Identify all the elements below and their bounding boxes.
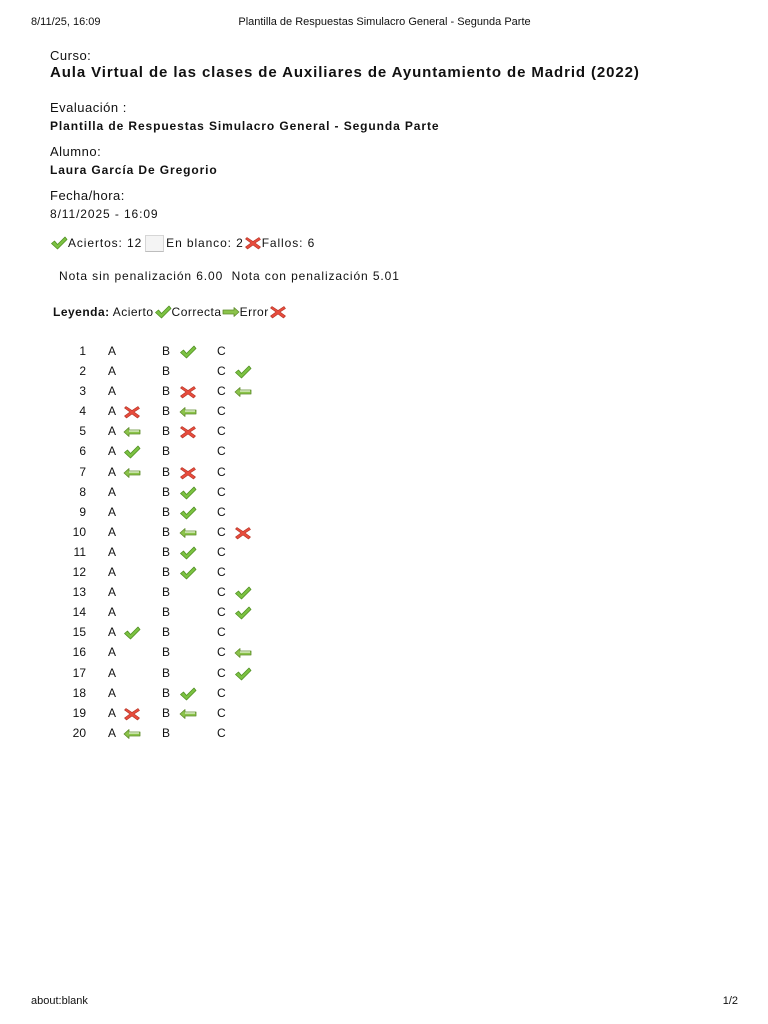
option-a: A xyxy=(108,484,117,499)
check-icon xyxy=(123,444,141,460)
option-a: A xyxy=(108,725,117,740)
legend-error-label: Error xyxy=(239,305,269,319)
option-c: C xyxy=(217,364,226,379)
question-number: 15 xyxy=(72,625,86,640)
legend-correct-label: Correcta xyxy=(171,305,222,319)
option-b: B xyxy=(162,364,171,379)
datetime-label: Fecha/hora: xyxy=(50,188,125,203)
question-number: 11 xyxy=(73,544,86,559)
course-title: Aula Virtual de las clases de Auxiliares de Ayuntamiento de Madrid (2022) xyxy=(50,64,640,81)
evaluation-block xyxy=(50,100,439,134)
option-a: A xyxy=(108,685,117,700)
option-b: B xyxy=(162,705,171,720)
student-name: Laura García De Gregorio xyxy=(50,163,218,177)
question-number: 16 xyxy=(72,645,86,660)
correct-count: Aciertos: 12 xyxy=(68,236,143,250)
question-number: 2 xyxy=(79,364,86,379)
course-block xyxy=(50,48,640,82)
option-b: B xyxy=(162,404,171,419)
cross-icon xyxy=(269,304,287,320)
check-icon xyxy=(123,625,141,641)
check-icon xyxy=(179,344,197,360)
arrow-left-icon xyxy=(179,706,197,722)
option-b: B xyxy=(162,504,171,519)
check-icon xyxy=(179,545,197,561)
legend-title: Leyenda: xyxy=(53,305,110,319)
datetime-block xyxy=(50,188,159,222)
arrow-left-icon xyxy=(179,404,197,420)
question-number: 5 xyxy=(79,424,86,439)
option-b: B xyxy=(162,444,171,459)
question-number: 12 xyxy=(72,565,86,580)
check-icon xyxy=(179,505,197,521)
evaluation-title: Plantilla de Respuestas Simulacro General - Segunda Parte xyxy=(50,119,440,133)
option-b: B xyxy=(162,725,171,740)
option-c: C xyxy=(217,725,226,740)
cross-icon xyxy=(123,404,141,420)
option-a: A xyxy=(108,424,117,439)
print-date: 8/11/25, 16:09 xyxy=(31,16,101,28)
arrow-left-icon xyxy=(123,726,141,742)
option-c: C xyxy=(217,384,226,399)
cross-icon xyxy=(179,424,197,440)
option-a: A xyxy=(108,605,117,620)
option-a: A xyxy=(108,404,117,419)
option-c: C xyxy=(217,625,226,640)
option-a: A xyxy=(108,625,117,640)
cross-icon xyxy=(234,525,252,541)
option-b: B xyxy=(162,544,171,559)
option-c: C xyxy=(217,585,226,600)
question-number: 19 xyxy=(72,705,86,720)
datetime-value: 8/11/2025 - 16:09 xyxy=(50,207,159,221)
option-b: B xyxy=(162,424,171,439)
blank-box-icon xyxy=(145,235,164,252)
arrow-left-icon xyxy=(179,525,197,541)
question-number: 13 xyxy=(72,585,86,600)
question-number: 14 xyxy=(72,605,86,620)
option-b: B xyxy=(162,585,171,600)
student-block xyxy=(50,144,218,178)
blank-count: En blanco: 2 xyxy=(166,236,244,250)
option-a: A xyxy=(108,705,117,720)
cross-icon xyxy=(179,384,197,400)
option-b: B xyxy=(162,565,171,580)
option-a: A xyxy=(108,464,117,479)
option-b: B xyxy=(162,384,171,399)
arrow-left-icon xyxy=(234,645,252,661)
print-title: Plantilla de Respuestas Simulacro General - Segunda Parte xyxy=(238,16,531,28)
check-icon xyxy=(50,235,68,251)
check-icon xyxy=(234,605,252,621)
page-number: 1/2 xyxy=(722,995,738,1007)
option-b: B xyxy=(162,605,171,620)
question-number: 10 xyxy=(72,524,86,539)
option-a: A xyxy=(108,645,117,660)
print-url: about:blank xyxy=(31,995,88,1007)
option-c: C xyxy=(217,544,226,559)
option-b: B xyxy=(162,464,171,479)
option-b: B xyxy=(162,685,171,700)
course-label: Curso: xyxy=(50,48,92,63)
cross-icon xyxy=(179,465,197,481)
option-b: B xyxy=(162,625,171,640)
check-icon xyxy=(234,585,252,601)
question-number: 3 xyxy=(79,384,86,399)
option-a: A xyxy=(108,504,117,519)
option-c: C xyxy=(217,444,226,459)
check-icon xyxy=(154,304,172,320)
question-number: 17 xyxy=(72,665,86,680)
results-summary xyxy=(50,234,315,252)
option-c: C xyxy=(217,524,226,539)
option-a: A xyxy=(108,384,117,399)
check-icon xyxy=(179,485,197,501)
option-a: A xyxy=(108,524,117,539)
arrow-left-icon xyxy=(123,465,141,481)
arrow-left-icon xyxy=(123,424,141,440)
question-number: 1 xyxy=(79,344,86,358)
check-icon xyxy=(234,364,252,380)
option-c: C xyxy=(217,665,226,680)
option-a: A xyxy=(108,544,117,559)
option-c: C xyxy=(217,464,226,479)
check-icon xyxy=(179,565,197,581)
option-a: A xyxy=(108,565,117,580)
print-header xyxy=(31,16,738,30)
evaluation-label: Evaluación : xyxy=(50,100,127,115)
option-c: C xyxy=(217,504,226,519)
option-a: A xyxy=(108,364,117,379)
arrow-left-icon xyxy=(234,384,252,400)
question-number: 6 xyxy=(79,444,86,459)
option-b: B xyxy=(162,665,171,680)
grades-line: Nota sin penalización 6.00 Nota con penalización 5.01 xyxy=(59,269,400,283)
question-number: 4 xyxy=(79,404,86,419)
option-c: C xyxy=(217,344,226,358)
option-b: B xyxy=(162,645,171,660)
option-c: C xyxy=(217,705,226,720)
cross-icon xyxy=(244,235,262,251)
cross-icon xyxy=(123,706,141,722)
option-a: A xyxy=(108,665,117,680)
student-label: Alumno: xyxy=(50,144,102,159)
option-a: A xyxy=(108,585,117,600)
check-icon xyxy=(234,666,252,682)
question-number: 20 xyxy=(72,725,86,740)
question-number: 9 xyxy=(79,504,86,519)
legend xyxy=(53,303,287,321)
question-number: 7 xyxy=(79,464,86,479)
option-c: C xyxy=(217,484,226,499)
legend-hit-label: Acierto xyxy=(112,305,154,319)
option-a: A xyxy=(108,444,117,459)
option-c: C xyxy=(217,645,226,660)
option-c: C xyxy=(217,685,226,700)
option-c: C xyxy=(217,565,226,580)
option-c: C xyxy=(217,404,226,419)
option-b: B xyxy=(162,344,171,358)
option-b: B xyxy=(162,524,171,539)
question-number: 18 xyxy=(72,685,86,700)
check-icon xyxy=(179,686,197,702)
option-a: A xyxy=(108,344,117,358)
arrow-right-icon xyxy=(222,304,240,320)
option-b: B xyxy=(162,484,171,499)
wrong-count: Fallos: 6 xyxy=(261,236,316,250)
option-c: C xyxy=(217,424,226,439)
question-number: 8 xyxy=(79,484,86,499)
option-c: C xyxy=(217,605,226,620)
